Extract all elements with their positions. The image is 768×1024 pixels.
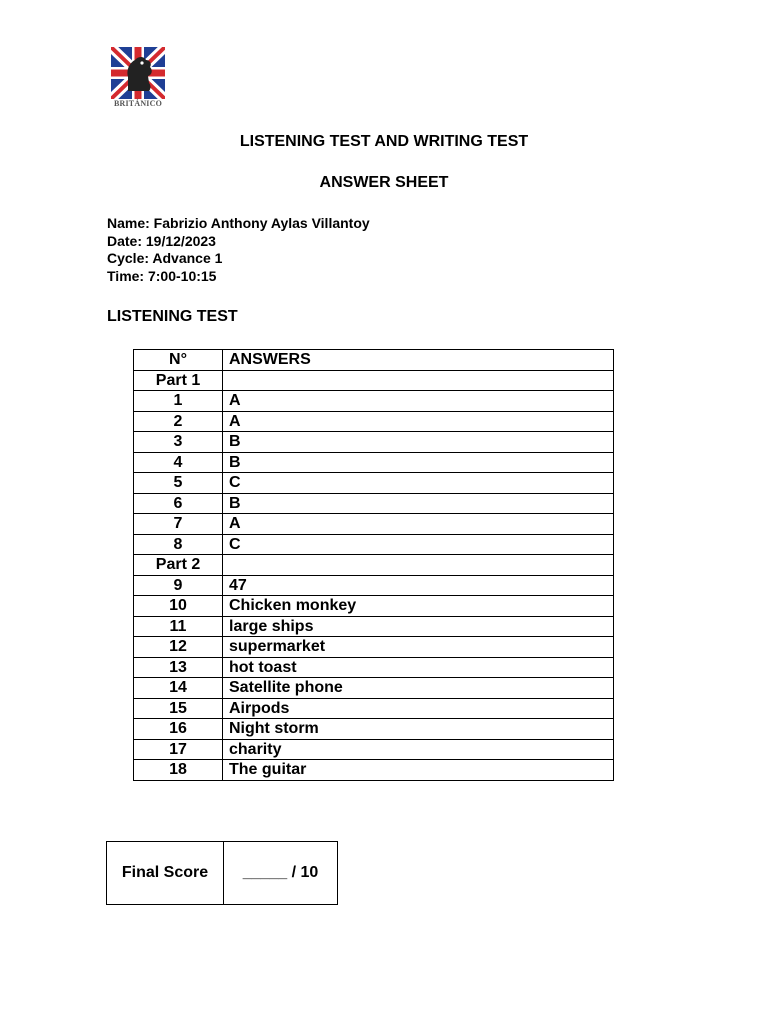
question-number: 16	[134, 719, 223, 740]
logo-text: BRITÁNICO	[113, 99, 163, 108]
table-row	[134, 391, 614, 412]
question-number: 15	[134, 698, 223, 719]
final-score-value: _____ / 10	[242, 864, 319, 881]
answer-cell: C	[223, 473, 614, 494]
answer-cell: large ships	[223, 616, 614, 637]
table-row	[134, 657, 614, 678]
question-number: 13	[134, 657, 223, 678]
table-row	[134, 555, 614, 576]
test-date: Date: 19/12/2023	[107, 232, 216, 249]
table-row	[134, 719, 614, 740]
answer-cell: The guitar	[223, 760, 614, 781]
header-number: N°	[134, 350, 223, 371]
question-number: 3	[134, 432, 223, 453]
table-row	[134, 596, 614, 617]
question-number: 6	[134, 493, 223, 514]
answer-cell: hot toast	[223, 657, 614, 678]
table-row	[134, 452, 614, 473]
table-row	[134, 370, 614, 391]
answer-cell: A	[223, 391, 614, 412]
question-number: 18	[134, 760, 223, 781]
answer-cell	[223, 555, 614, 576]
header-answers: ANSWERS	[223, 350, 614, 371]
section-title: LISTENING TEST	[107, 308, 238, 325]
test-time: Time: 7:00-10:15	[107, 267, 217, 284]
answer-cell: C	[223, 534, 614, 555]
table-row	[134, 575, 614, 596]
answer-cell: Satellite phone	[223, 678, 614, 699]
union-jack-lion-icon	[111, 47, 165, 99]
answer-cell: supermarket	[223, 637, 614, 658]
answer-cell: 47	[223, 575, 614, 596]
table-row	[134, 760, 614, 781]
student-info	[107, 215, 370, 285]
answer-cell: Airpods	[223, 698, 614, 719]
table-header-row	[134, 350, 614, 371]
table-row	[134, 493, 614, 514]
britanico-logo	[111, 47, 165, 113]
question-number: 10	[134, 596, 223, 617]
question-number: Part 1	[134, 370, 223, 391]
question-number: 4	[134, 452, 223, 473]
question-number: 2	[134, 411, 223, 432]
student-name: Name: Fabrizio Anthony Aylas Villantoy	[107, 215, 370, 231]
question-number: 7	[134, 514, 223, 535]
table-row	[134, 473, 614, 494]
question-number: 8	[134, 534, 223, 555]
answer-cell: B	[223, 432, 614, 453]
question-number: 12	[134, 637, 223, 658]
table-row	[134, 411, 614, 432]
final-score-label: Final Score	[107, 842, 224, 904]
question-number: 17	[134, 739, 223, 760]
table-row	[134, 739, 614, 760]
answer-cell: A	[223, 514, 614, 535]
answer-cell: charity	[223, 739, 614, 760]
table-row	[134, 514, 614, 535]
answer-cell: Night storm	[223, 719, 614, 740]
document-subtitle: ANSWER SHEET	[319, 174, 449, 191]
table-row	[134, 616, 614, 637]
answer-cell	[223, 370, 614, 391]
table-row	[134, 432, 614, 453]
answer-cell: B	[223, 452, 614, 473]
table-row	[134, 534, 614, 555]
question-number: 5	[134, 473, 223, 494]
question-number: 11	[134, 616, 223, 637]
table-row	[134, 698, 614, 719]
test-cycle: Cycle: Advance 1	[107, 250, 223, 266]
question-number: Part 2	[134, 555, 223, 576]
answer-cell: A	[223, 411, 614, 432]
answer-cell: B	[223, 493, 614, 514]
question-number: 14	[134, 678, 223, 699]
table-row	[134, 678, 614, 699]
answers-table	[133, 349, 614, 781]
document-title: LISTENING TEST AND WRITING TEST	[239, 133, 529, 150]
question-number: 9	[134, 575, 223, 596]
answer-cell: Chicken monkey	[223, 596, 614, 617]
table-row	[134, 637, 614, 658]
question-number: 1	[134, 391, 223, 412]
final-score-box	[106, 841, 338, 905]
